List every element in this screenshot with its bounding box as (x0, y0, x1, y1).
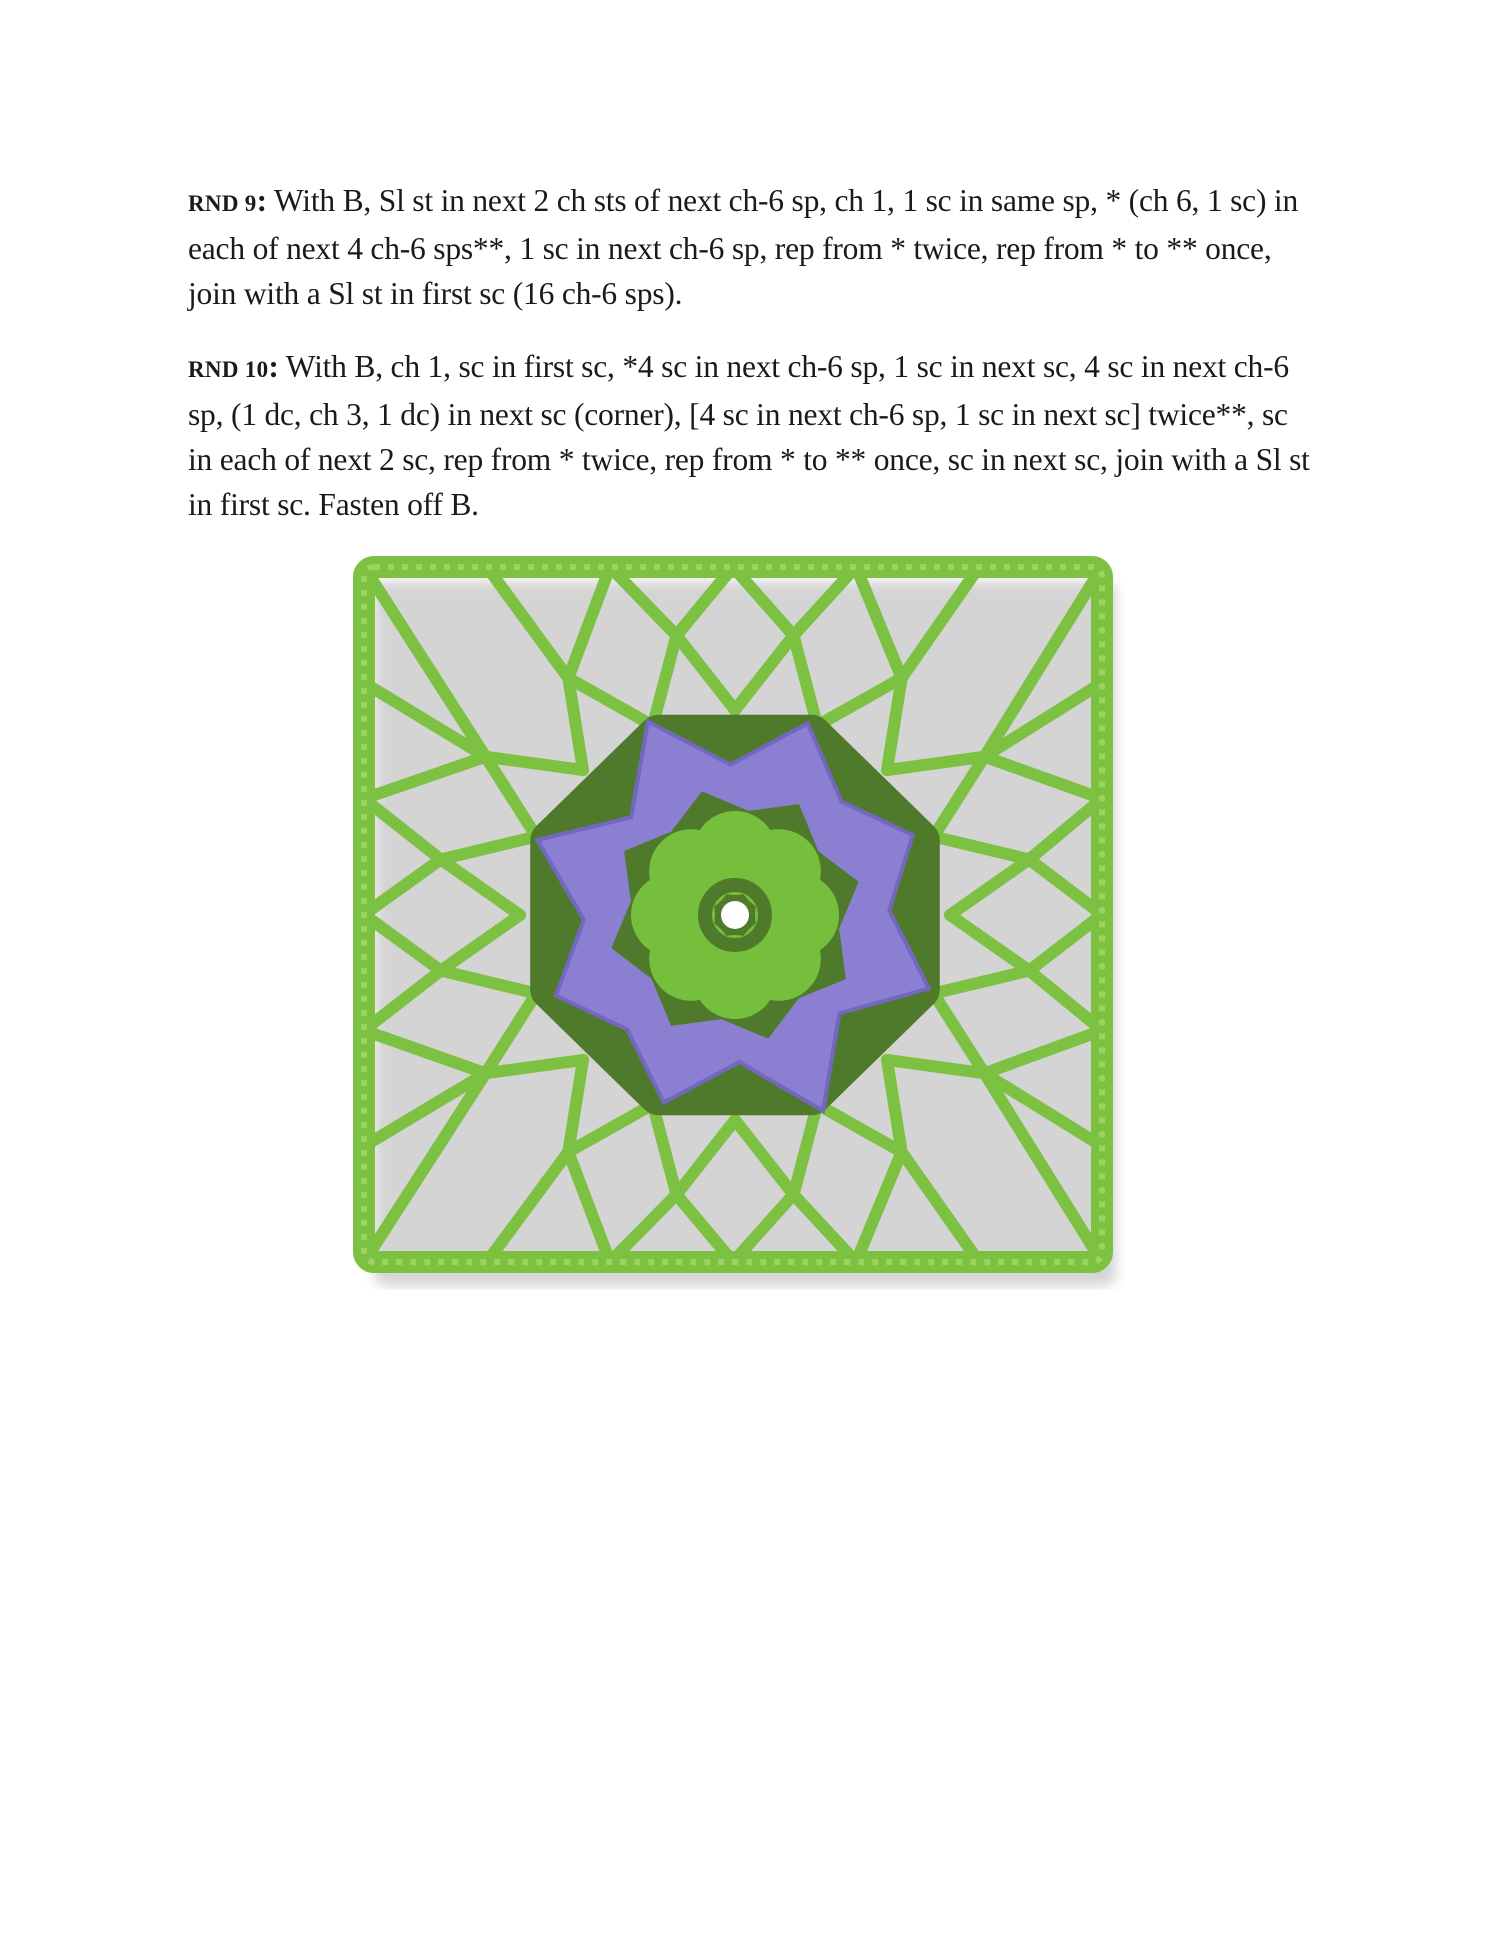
instructions (188, 178, 1318, 555)
round-10: RND 10: With B, ch 1, sc in first sc, *4 sc in next ch-6 sp, 1 sc in next sc, 4 sc in next ch-6 sp, (1 dc, ch 3, 1 dc) in next sc (corner), [4 sc in next ch-6 sp, 1 sc in next sc] twice**, sc in each of next 2 sc, rep from * twice, rep from * to ** once, sc in next sc, join with a Sl st in first sc. Fasten off B. (188, 349, 1310, 522)
crochet-motif-illustration (350, 555, 1125, 1290)
center-hole (721, 901, 749, 929)
round-9: RND 9: With B, Sl st in next 2 ch sts of next ch-6 sp, ch 1, 1 sc in same sp, * (ch 6, 1 sc) in each of next 4 ch-6 sps**, 1 sc in next ch-6 sp, rep from * twice, rep from * to ** once, join with a Sl st in first sc (16 ch-6 sps). (188, 183, 1299, 311)
round-9-label: RND 9 (188, 191, 257, 216)
round-10-label: RND 10 (188, 357, 269, 382)
round-10-text: With B, ch 1, sc in first sc, *4 sc in next ch-6 sp, 1 sc in next sc, 4 sc in next ch-6 sp, (1 dc, ch 3, 1 dc) in next sc (corner), [4 sc in next ch-6 sp, 1 sc in next sc] twice**, sc in each of next 2 sc, rep from * twice, rep from * to ** once, sc in next sc, join with a Sl st in first sc. Fasten off B. (188, 349, 1310, 522)
round-9-text: With B, Sl st in next 2 ch sts of next ch-6 sp, ch 1, 1 sc in same sp, * (ch 6, 1 sc) in each of next 4 ch-6 sps**, 1 sc in next ch-6 sp, rep from * twice, rep from * to ** once, join with a Sl st in first sc (16 ch-6 sps). (188, 183, 1299, 311)
crochet-square-photo (350, 555, 1125, 1290)
